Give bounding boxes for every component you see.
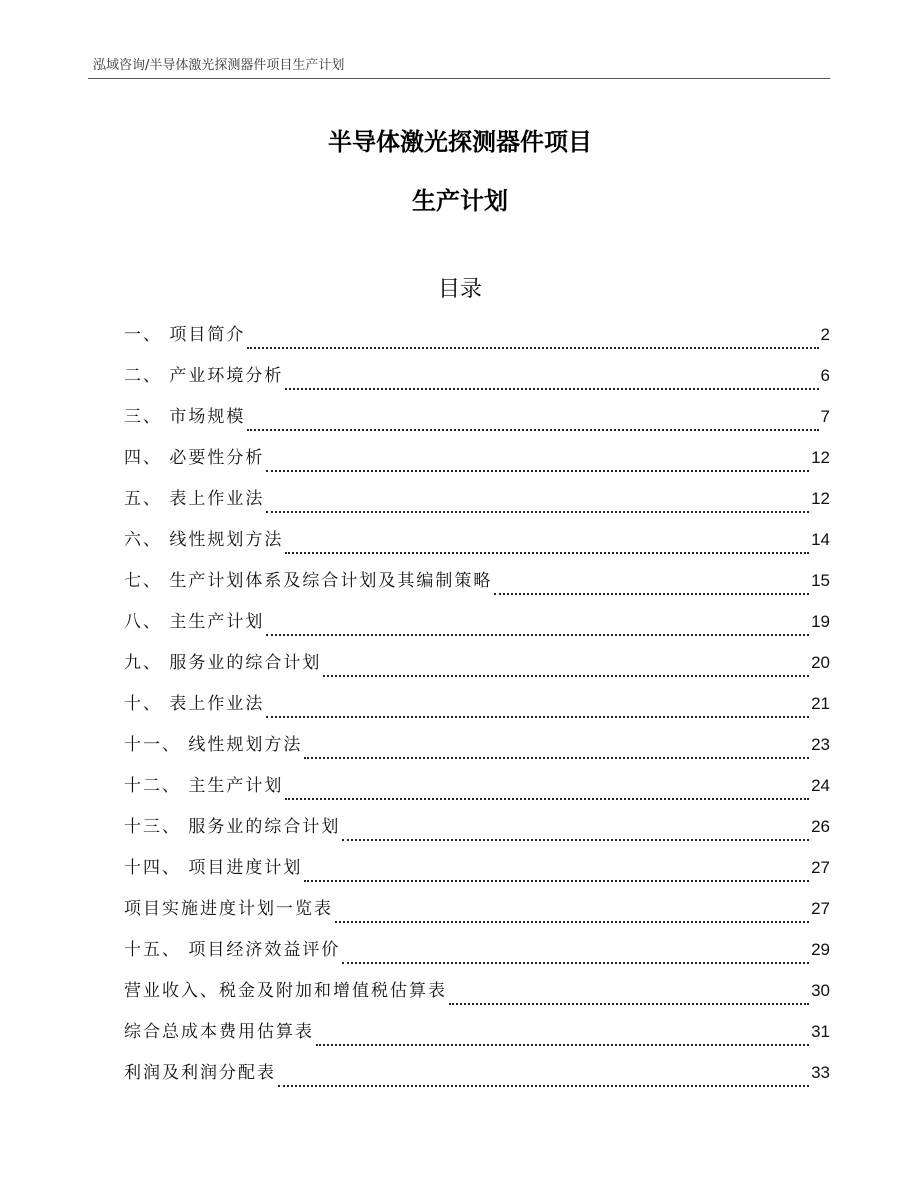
toc-entry-title: 二、 产业环境分析 (124, 366, 284, 386)
toc-entry[interactable] (124, 648, 830, 689)
toc-entry-page: 21 (811, 694, 830, 713)
document-subtitle: 生产计划 (412, 187, 508, 215)
toc-dot-leader (285, 552, 809, 554)
toc-entry-title: 八、 主生产计划 (124, 612, 265, 632)
toc-entry-title: 十三、 服务业的综合计划 (124, 817, 341, 837)
toc-entry[interactable] (124, 976, 830, 1017)
toc-dot-leader (247, 429, 818, 431)
toc-dot-leader (494, 593, 809, 595)
toc-entry-title: 六、 线性规划方法 (124, 530, 284, 550)
toc-dot-leader (323, 675, 809, 677)
toc-entry-page: 2 (820, 325, 830, 344)
toc-entry-title: 五、 表上作业法 (124, 489, 265, 509)
toc-entry-title: 七、 生产计划体系及综合计划及其编制策略 (124, 571, 493, 591)
toc-dot-leader (285, 798, 809, 800)
toc-dot-leader (304, 757, 809, 759)
toc-entry[interactable] (124, 1017, 830, 1058)
toc-dot-leader (342, 962, 809, 964)
toc-entry-title: 营业收入、税金及附加和增值税估算表 (124, 981, 447, 1001)
toc-entry-title: 项目实施进度计划一览表 (124, 899, 333, 919)
toc-entry[interactable] (124, 689, 830, 730)
toc-entry[interactable] (124, 771, 830, 812)
toc-entry-title: 十四、 项目进度计划 (124, 858, 303, 878)
toc-entry-page: 6 (820, 366, 830, 385)
toc-entry[interactable] (124, 730, 830, 771)
toc-entry[interactable] (124, 525, 830, 566)
toc-entry-title: 三、 市场规模 (124, 407, 246, 427)
toc-entry-page: 12 (811, 489, 830, 508)
toc-dot-leader (266, 634, 809, 636)
toc-entry-page: 24 (811, 776, 830, 795)
header-divider (88, 78, 830, 79)
toc-entry-page: 20 (811, 653, 830, 672)
toc-entry-page: 27 (811, 899, 830, 918)
toc-dot-leader (266, 470, 809, 472)
toc-entry[interactable] (124, 484, 830, 525)
toc-dot-leader (278, 1085, 809, 1087)
toc-entry[interactable] (124, 566, 830, 607)
toc-entry-page: 12 (811, 448, 830, 467)
toc-entry[interactable] (124, 853, 830, 894)
toc-entry[interactable] (124, 361, 830, 402)
toc-entry-title: 一、 项目简介 (124, 325, 246, 345)
toc-entry[interactable] (124, 812, 830, 853)
toc-entry-page: 23 (811, 735, 830, 754)
toc-entry-title: 十五、 项目经济效益评价 (124, 940, 341, 960)
toc-entry-page: 26 (811, 817, 830, 836)
toc-entry-page: 7 (820, 407, 830, 426)
toc-entry-page: 19 (811, 612, 830, 631)
toc-heading: 目录 (437, 277, 482, 302)
toc-entry-title: 综合总成本费用估算表 (124, 1022, 314, 1042)
toc-entry-page: 31 (811, 1022, 830, 1041)
toc-entry-page: 30 (811, 981, 830, 1000)
toc-entry[interactable] (124, 894, 830, 935)
toc-entry-title: 利润及利润分配表 (124, 1063, 276, 1083)
toc-dot-leader (247, 347, 818, 349)
toc-dot-leader (342, 839, 809, 841)
running-header: 泓域咨询/半导体激光探测器件项目生产计划 (93, 58, 345, 73)
toc-dot-leader (335, 921, 809, 923)
toc-dot-leader (266, 511, 809, 513)
toc-entry-title: 四、 必要性分析 (124, 448, 265, 468)
toc-entry-title: 十、 表上作业法 (124, 694, 265, 714)
table-of-contents (124, 320, 830, 1099)
toc-dot-leader (266, 716, 809, 718)
toc-entry-page: 14 (811, 530, 830, 549)
document-title: 半导体激光探测器件项目 (328, 128, 592, 156)
toc-entry[interactable] (124, 1058, 830, 1099)
toc-entry[interactable] (124, 935, 830, 976)
toc-entry-page: 33 (811, 1063, 830, 1082)
toc-entry[interactable] (124, 607, 830, 648)
toc-entry[interactable] (124, 320, 830, 361)
toc-entry-title: 十二、 主生产计划 (124, 776, 284, 796)
toc-entry-page: 27 (811, 858, 830, 877)
toc-dot-leader (316, 1044, 809, 1046)
toc-entry[interactable] (124, 402, 830, 443)
toc-entry[interactable] (124, 443, 830, 484)
toc-dot-leader (449, 1003, 809, 1005)
toc-entry-page: 15 (811, 571, 830, 590)
toc-entry-title: 九、 服务业的综合计划 (124, 653, 322, 673)
toc-dot-leader (285, 388, 818, 390)
toc-entry-page: 29 (811, 940, 830, 959)
toc-entry-title: 十一、 线性规划方法 (124, 735, 303, 755)
toc-dot-leader (304, 880, 809, 882)
